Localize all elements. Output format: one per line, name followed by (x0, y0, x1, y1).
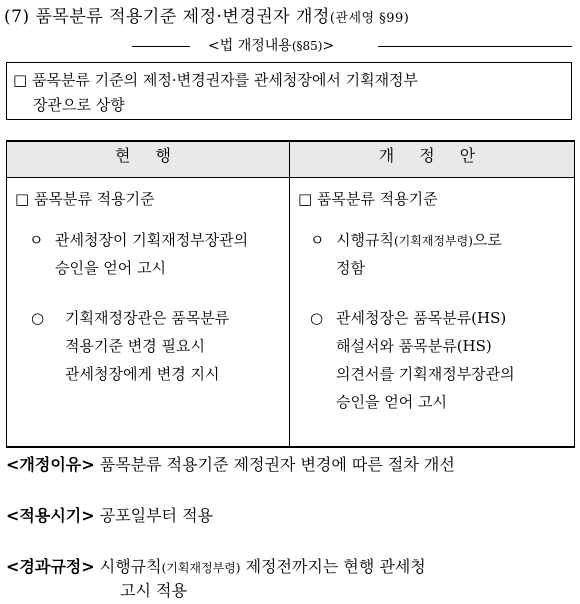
subhead-rule-right (378, 46, 572, 47)
bullet-marker: ○ (310, 309, 324, 327)
revised-bullet-2-line-3: 의견서를 기획재정부장관의 (336, 365, 515, 383)
effective-label: <적용시기> (6, 506, 95, 525)
subheading (204, 35, 338, 55)
transition-row (6, 554, 426, 577)
revised-bullet-1-line-2: 정함 (336, 259, 365, 277)
current-bullet-2-line-1: 기획재정장관은 품목분류 (65, 309, 230, 327)
subhead-rule-left (132, 46, 190, 47)
transition-line-2: 고시 적용 (120, 581, 187, 600)
revised-heading: □ 품목분류 적용기준 (298, 190, 438, 208)
current-heading: □ 품목분류 적용기준 (15, 190, 155, 208)
subheading-suffix: > (322, 38, 335, 54)
summary-line-2: 장관으로 상향 (33, 96, 125, 114)
summary-line-1: □ 품목분류 기준의 제정·변경권자를 관세청장에서 기획재정부 (13, 71, 419, 89)
reason-text: 품목분류 적용기준 제정권자 변경에 따른 절차 개선 (99, 455, 455, 474)
revised-bullet-1-text-b: (기획재정부령) (393, 234, 473, 248)
current-bullet-2-line-2: 적용기준 변경 필요시 (65, 337, 205, 355)
revised-bullet-2-line-2: 해설서와 품목분류(HS) (336, 337, 492, 355)
transition-text-a: 시행규칙 (99, 557, 162, 576)
current-bullet-2-line-3: 관세청장에게 변경 지시 (65, 365, 220, 383)
section-title-ref: (관세영 §99) (329, 11, 410, 26)
revised-bullet-1-text-a: 시행규칙 (336, 231, 394, 249)
section-title (4, 2, 409, 27)
subheading-prefix: <법 개정내용 (208, 38, 292, 54)
transition-label: <경과규정> (6, 557, 95, 576)
effective-row (6, 503, 213, 526)
bullet-marker: ○ (31, 309, 45, 327)
bullet-marker: ㅇ (29, 231, 44, 249)
comparison-table (6, 140, 575, 448)
summary-box (6, 62, 572, 120)
section-title-text: (7) 품목분류 적용기준 제정·변경권자 개정 (4, 7, 330, 27)
reason-label: <개정이유> (6, 455, 95, 474)
effective-text: 공포일부터 적용 (99, 506, 214, 525)
cell-revised (290, 178, 575, 448)
transition-text-b: (기획재정부령) (161, 561, 241, 575)
reason-row (6, 452, 455, 475)
revised-bullet-1-text-c: 으로 (472, 231, 502, 249)
revised-bullet-2-line-1: 관세청장은 품목분류(HS) (336, 309, 507, 327)
current-bullet-1-line-1: 관세청장이 기획재정부장관의 (55, 231, 249, 249)
bullet-marker: ㅇ (310, 231, 325, 249)
col-header-revised: 개 정 안 (290, 141, 575, 178)
transition-text-c: 제정전까지는 현행 관세청 (240, 557, 426, 576)
col-header-current: 현 행 (7, 141, 290, 178)
subheading-ref: (§85) (291, 39, 323, 53)
current-bullet-1-line-2: 승인을 얻어 고시 (55, 259, 166, 277)
cell-current (7, 178, 290, 448)
revised-bullet-1-line-1 (336, 226, 502, 255)
revised-bullet-2-line-4: 승인을 얻어 고시 (336, 393, 447, 411)
